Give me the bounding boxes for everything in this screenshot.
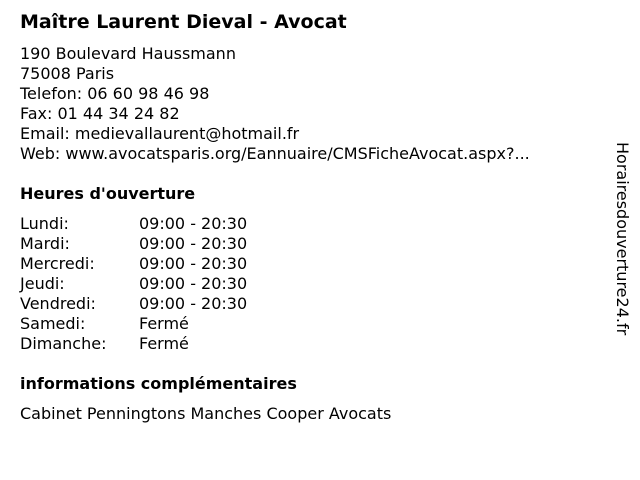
hours-value: 09:00 - 20:30 bbox=[139, 254, 248, 273]
brand-label: Horairesdouverture24.fr bbox=[613, 142, 632, 336]
hours-row-sunday bbox=[20, 334, 320, 354]
address-line-2: 75008 Paris bbox=[20, 64, 115, 83]
hours-row-thursday bbox=[20, 274, 320, 294]
hours-row-monday bbox=[20, 214, 320, 234]
brand-watermark bbox=[612, 134, 632, 344]
hours-row-friday bbox=[20, 294, 320, 314]
contact-block bbox=[20, 44, 530, 164]
additional-info-heading: informations complémentaires bbox=[20, 374, 297, 393]
email-line: Email: medievallaurent@hotmail.fr bbox=[20, 124, 300, 143]
day-label: Mercredi: bbox=[20, 254, 95, 273]
fax-line: Fax: 01 44 34 24 82 bbox=[20, 104, 180, 123]
day-label: Jeudi: bbox=[20, 274, 65, 293]
phone-line: Telefon: 06 60 98 46 98 bbox=[20, 84, 210, 103]
hours-value: Fermé bbox=[139, 334, 189, 353]
day-label: Samedi: bbox=[20, 314, 86, 333]
web-line: Web: www.avocatsparis.org/Eannuaire/CMSFicheAvocat.aspx?... bbox=[20, 144, 530, 163]
opening-hours-table bbox=[20, 214, 320, 354]
hours-row-wednesday bbox=[20, 254, 320, 274]
day-label: Dimanche: bbox=[20, 334, 107, 353]
hours-row-tuesday bbox=[20, 234, 320, 254]
page-title: Maître Laurent Dieval - Avocat bbox=[20, 11, 347, 33]
address-line-1: 190 Boulevard Haussmann bbox=[20, 44, 236, 63]
day-label: Lundi: bbox=[20, 214, 69, 233]
hours-value: 09:00 - 20:30 bbox=[139, 214, 248, 233]
hours-row-saturday bbox=[20, 314, 320, 334]
day-label: Vendredi: bbox=[20, 294, 96, 313]
day-label: Mardi: bbox=[20, 234, 70, 253]
hours-value: 09:00 - 20:30 bbox=[139, 274, 248, 293]
opening-hours-heading: Heures d'ouverture bbox=[20, 184, 196, 203]
additional-info-text: Cabinet Penningtons Manches Cooper Avocats bbox=[20, 404, 392, 423]
hours-value: 09:00 - 20:30 bbox=[139, 294, 248, 313]
hours-value: 09:00 - 20:30 bbox=[139, 234, 248, 253]
hours-value: Fermé bbox=[139, 314, 189, 333]
